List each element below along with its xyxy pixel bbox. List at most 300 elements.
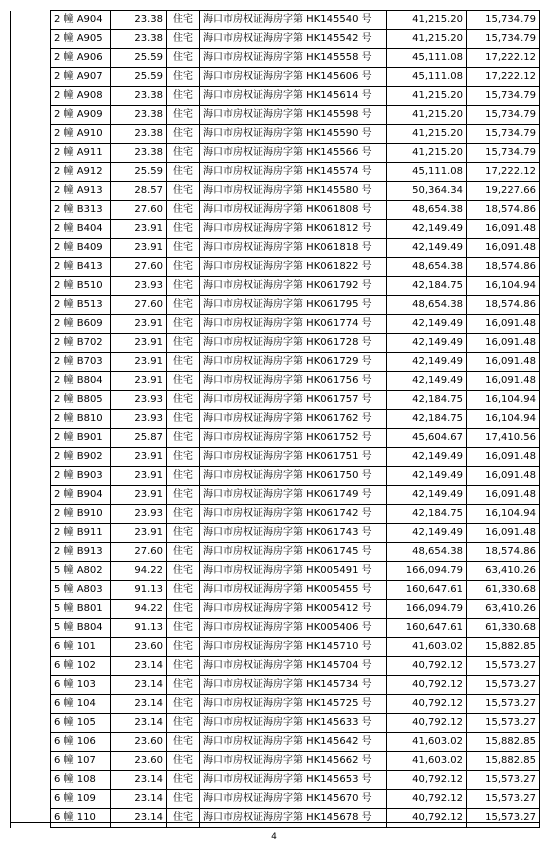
area-cell: 23.93 [111,391,167,410]
table-row [11,11,540,30]
unit-cell: 2 幢 B804 [51,372,111,391]
usage-cell: 住宅 [167,543,200,562]
value-cell: 48,654.38 [387,543,467,562]
area-cell: 27.60 [111,201,167,220]
amount-cell: 18,574.86 [467,201,540,220]
table-row [11,277,540,296]
usage-cell: 住宅 [167,619,200,638]
value-cell: 45,111.08 [387,163,467,182]
value-cell: 45,111.08 [387,68,467,87]
blank-cell [11,714,51,733]
usage-cell: 住宅 [167,49,200,68]
value-cell: 41,215.20 [387,87,467,106]
blank-cell [11,543,51,562]
unit-cell: 2 幢 A904 [51,11,111,30]
table-row [11,125,540,144]
property-table-body [11,11,540,828]
unit-cell: 2 幢 A911 [51,144,111,163]
table-row [11,87,540,106]
amount-cell: 16,091.48 [467,467,540,486]
certificate-cell: 海口市房权证海房字第 HK061757 号 [200,391,387,410]
certificate-cell: 海口市房权证海房字第 HK145558 号 [200,49,387,68]
value-cell: 41,603.02 [387,752,467,771]
unit-cell: 2 幢 B913 [51,543,111,562]
area-cell: 27.60 [111,296,167,315]
blank-cell [11,87,51,106]
area-cell: 23.91 [111,239,167,258]
unit-cell: 5 幢 A803 [51,581,111,600]
table-row [11,296,540,315]
table-row [11,714,540,733]
unit-cell: 2 幢 B810 [51,410,111,429]
usage-cell: 住宅 [167,353,200,372]
amount-cell: 17,222.12 [467,68,540,87]
amount-cell: 16,104.94 [467,410,540,429]
table-row [11,524,540,543]
usage-cell: 住宅 [167,144,200,163]
unit-cell: 2 幢 B702 [51,334,111,353]
area-cell: 23.91 [111,372,167,391]
amount-cell: 15,734.79 [467,87,540,106]
certificate-cell: 海口市房权证海房字第 HK145725 号 [200,695,387,714]
area-cell: 23.38 [111,87,167,106]
bottom-rule [10,822,539,823]
table-row [11,467,540,486]
area-cell: 23.91 [111,353,167,372]
table-row [11,790,540,809]
value-cell: 42,184.75 [387,391,467,410]
unit-cell: 2 幢 A912 [51,163,111,182]
value-cell: 40,792.12 [387,714,467,733]
area-cell: 23.91 [111,334,167,353]
amount-cell: 15,573.27 [467,714,540,733]
value-cell: 50,364.34 [387,182,467,201]
area-cell: 25.59 [111,68,167,87]
area-cell: 23.38 [111,11,167,30]
value-cell: 42,149.49 [387,448,467,467]
unit-cell: 2 幢 B902 [51,448,111,467]
value-cell: 42,184.75 [387,410,467,429]
blank-cell [11,258,51,277]
amount-cell: 16,104.94 [467,505,540,524]
certificate-cell: 海口市房权证海房字第 HK061751 号 [200,448,387,467]
page-number: 4 [271,832,277,842]
amount-cell: 16,091.48 [467,448,540,467]
table-row [11,68,540,87]
unit-cell: 6 幢 109 [51,790,111,809]
area-cell: 23.14 [111,714,167,733]
unit-cell: 5 幢 A802 [51,562,111,581]
value-cell: 166,094.79 [387,600,467,619]
usage-cell: 住宅 [167,68,200,87]
certificate-cell: 海口市房权证海房字第 HK145710 号 [200,638,387,657]
amount-cell: 16,104.94 [467,391,540,410]
table-row [11,429,540,448]
unit-cell: 6 幢 103 [51,676,111,695]
blank-cell [11,410,51,429]
certificate-cell: 海口市房权证海房字第 HK145590 号 [200,125,387,144]
table-row [11,809,540,828]
table-row [11,657,540,676]
usage-cell: 住宅 [167,790,200,809]
area-cell: 23.91 [111,524,167,543]
usage-cell: 住宅 [167,486,200,505]
certificate-cell: 海口市房权证海房字第 HK145670 号 [200,790,387,809]
certificate-cell: 海口市房权证海房字第 HK145614 号 [200,87,387,106]
area-cell: 23.38 [111,144,167,163]
area-cell: 25.87 [111,429,167,448]
amount-cell: 63,410.26 [467,562,540,581]
area-cell: 23.14 [111,657,167,676]
unit-cell: 2 幢 A905 [51,30,111,49]
certificate-cell: 海口市房权证海房字第 HK061812 号 [200,220,387,239]
certificate-cell: 海口市房权证海房字第 HK061756 号 [200,372,387,391]
table-row [11,676,540,695]
blank-cell [11,695,51,714]
usage-cell: 住宅 [167,30,200,49]
table-row [11,733,540,752]
table-row [11,372,540,391]
unit-cell: 5 幢 B801 [51,600,111,619]
unit-cell: 2 幢 B903 [51,467,111,486]
usage-cell: 住宅 [167,201,200,220]
amount-cell: 61,330.68 [467,581,540,600]
value-cell: 41,215.20 [387,30,467,49]
amount-cell: 16,091.48 [467,353,540,372]
area-cell: 23.60 [111,733,167,752]
certificate-cell: 海口市房权证海房字第 HK145642 号 [200,733,387,752]
unit-cell: 6 幢 104 [51,695,111,714]
usage-cell: 住宅 [167,391,200,410]
unit-cell: 2 幢 B901 [51,429,111,448]
unit-cell: 2 幢 B805 [51,391,111,410]
value-cell: 48,654.38 [387,201,467,220]
table-row [11,771,540,790]
unit-cell: 2 幢 B413 [51,258,111,277]
blank-cell [11,657,51,676]
area-cell: 94.22 [111,562,167,581]
value-cell: 40,792.12 [387,809,467,828]
table-row [11,410,540,429]
blank-cell [11,562,51,581]
value-cell: 40,792.12 [387,771,467,790]
area-cell: 94.22 [111,600,167,619]
amount-cell: 15,734.79 [467,11,540,30]
unit-cell: 6 幢 107 [51,752,111,771]
area-cell: 27.60 [111,258,167,277]
value-cell: 42,184.75 [387,505,467,524]
value-cell: 42,184.75 [387,277,467,296]
certificate-cell: 海口市房权证海房字第 HK145580 号 [200,182,387,201]
blank-cell [11,809,51,828]
blank-cell [11,733,51,752]
value-cell: 40,792.12 [387,657,467,676]
usage-cell: 住宅 [167,714,200,733]
value-cell: 42,149.49 [387,315,467,334]
usage-cell: 住宅 [167,11,200,30]
usage-cell: 住宅 [167,657,200,676]
blank-cell [11,600,51,619]
usage-cell: 住宅 [167,752,200,771]
table-row [11,505,540,524]
area-cell: 25.59 [111,49,167,68]
usage-cell: 住宅 [167,638,200,657]
blank-cell [11,372,51,391]
table-row [11,106,540,125]
amount-cell: 15,573.27 [467,657,540,676]
unit-cell: 2 幢 B313 [51,201,111,220]
unit-cell: 2 幢 A910 [51,125,111,144]
usage-cell: 住宅 [167,581,200,600]
value-cell: 40,792.12 [387,676,467,695]
area-cell: 23.91 [111,220,167,239]
table-row [11,448,540,467]
certificate-cell: 海口市房权证海房字第 HK005412 号 [200,600,387,619]
area-cell: 23.93 [111,277,167,296]
usage-cell: 住宅 [167,809,200,828]
amount-cell: 18,574.86 [467,258,540,277]
value-cell: 41,215.20 [387,11,467,30]
blank-cell [11,68,51,87]
area-cell: 23.60 [111,752,167,771]
certificate-cell: 海口市房权证海房字第 HK145606 号 [200,68,387,87]
certificate-cell: 海口市房权证海房字第 HK061818 号 [200,239,387,258]
table-row [11,258,540,277]
certificate-cell: 海口市房权证海房字第 HK061795 号 [200,296,387,315]
value-cell: 40,792.12 [387,790,467,809]
amount-cell: 15,573.27 [467,790,540,809]
amount-cell: 19,227.66 [467,182,540,201]
value-cell: 48,654.38 [387,296,467,315]
usage-cell: 住宅 [167,258,200,277]
unit-cell: 2 幢 B703 [51,353,111,372]
unit-cell: 2 幢 A909 [51,106,111,125]
amount-cell: 16,091.48 [467,524,540,543]
amount-cell: 16,091.48 [467,486,540,505]
certificate-cell: 海口市房权证海房字第 HK005491 号 [200,562,387,581]
blank-cell [11,676,51,695]
blank-cell [11,277,51,296]
property-table [10,10,540,828]
table-row [11,600,540,619]
usage-cell: 住宅 [167,467,200,486]
certificate-cell: 海口市房权证海房字第 HK061822 号 [200,258,387,277]
area-cell: 23.38 [111,106,167,125]
unit-cell: 2 幢 B510 [51,277,111,296]
area-cell: 23.93 [111,410,167,429]
area-cell: 23.91 [111,467,167,486]
amount-cell: 63,410.26 [467,600,540,619]
table-row [11,391,540,410]
unit-cell: 6 幢 106 [51,733,111,752]
blank-cell [11,429,51,448]
table-row [11,752,540,771]
value-cell: 166,094.79 [387,562,467,581]
blank-cell [11,619,51,638]
value-cell: 42,149.49 [387,334,467,353]
area-cell: 23.14 [111,790,167,809]
value-cell: 160,647.61 [387,619,467,638]
usage-cell: 住宅 [167,239,200,258]
amount-cell: 15,734.79 [467,144,540,163]
certificate-cell: 海口市房权证海房字第 HK005406 号 [200,619,387,638]
area-cell: 23.91 [111,448,167,467]
usage-cell: 住宅 [167,125,200,144]
blank-cell [11,581,51,600]
table-row [11,486,540,505]
amount-cell: 15,573.27 [467,809,540,828]
area-cell: 23.14 [111,809,167,828]
certificate-cell: 海口市房权证海房字第 HK145566 号 [200,144,387,163]
table-row [11,353,540,372]
table-row [11,201,540,220]
certificate-cell: 海口市房权证海房字第 HK061728 号 [200,334,387,353]
amount-cell: 15,882.85 [467,638,540,657]
usage-cell: 住宅 [167,448,200,467]
unit-cell: 6 幢 108 [51,771,111,790]
certificate-cell: 海口市房权证海房字第 HK061729 号 [200,353,387,372]
table-row [11,619,540,638]
certificate-cell: 海口市房权证海房字第 HK061808 号 [200,201,387,220]
table-row [11,30,540,49]
property-table-container [10,10,539,828]
blank-cell [11,752,51,771]
unit-cell: 2 幢 B911 [51,524,111,543]
table-row [11,562,540,581]
unit-cell: 6 幢 110 [51,809,111,828]
usage-cell: 住宅 [167,505,200,524]
usage-cell: 住宅 [167,429,200,448]
value-cell: 45,111.08 [387,49,467,68]
area-cell: 23.91 [111,486,167,505]
value-cell: 41,215.20 [387,125,467,144]
blank-cell [11,144,51,163]
unit-cell: 2 幢 A913 [51,182,111,201]
usage-cell: 住宅 [167,695,200,714]
value-cell: 42,149.49 [387,220,467,239]
unit-cell: 2 幢 B910 [51,505,111,524]
value-cell: 42,149.49 [387,372,467,391]
blank-cell [11,239,51,258]
usage-cell: 住宅 [167,163,200,182]
certificate-cell: 海口市房权证海房字第 HK145542 号 [200,30,387,49]
blank-cell [11,467,51,486]
blank-cell [11,771,51,790]
value-cell: 42,149.49 [387,239,467,258]
unit-cell: 2 幢 B904 [51,486,111,505]
blank-cell [11,448,51,467]
usage-cell: 住宅 [167,372,200,391]
usage-cell: 住宅 [167,106,200,125]
certificate-cell: 海口市房权证海房字第 HK145734 号 [200,676,387,695]
certificate-cell: 海口市房权证海房字第 HK061792 号 [200,277,387,296]
usage-cell: 住宅 [167,182,200,201]
amount-cell: 15,573.27 [467,676,540,695]
value-cell: 40,792.12 [387,695,467,714]
unit-cell: 6 幢 102 [51,657,111,676]
amount-cell: 16,091.48 [467,239,540,258]
amount-cell: 15,573.27 [467,771,540,790]
blank-cell [11,220,51,239]
unit-cell: 2 幢 B404 [51,220,111,239]
table-row [11,144,540,163]
value-cell: 41,603.02 [387,638,467,657]
unit-cell: 2 幢 B513 [51,296,111,315]
certificate-cell: 海口市房权证海房字第 HK061749 号 [200,486,387,505]
table-row [11,220,540,239]
usage-cell: 住宅 [167,334,200,353]
certificate-cell: 海口市房权证海房字第 HK005455 号 [200,581,387,600]
certificate-cell: 海口市房权证海房字第 HK145598 号 [200,106,387,125]
value-cell: 160,647.61 [387,581,467,600]
area-cell: 23.14 [111,695,167,714]
certificate-cell: 海口市房权证海房字第 HK061762 号 [200,410,387,429]
usage-cell: 住宅 [167,771,200,790]
blank-cell [11,524,51,543]
blank-cell [11,353,51,372]
blank-cell [11,505,51,524]
blank-cell [11,315,51,334]
amount-cell: 16,091.48 [467,372,540,391]
unit-cell: 6 幢 101 [51,638,111,657]
value-cell: 42,149.49 [387,353,467,372]
table-row [11,638,540,657]
table-row [11,239,540,258]
amount-cell: 15,734.79 [467,30,540,49]
amount-cell: 15,882.85 [467,752,540,771]
unit-cell: 2 幢 A907 [51,68,111,87]
amount-cell: 16,091.48 [467,220,540,239]
area-cell: 27.60 [111,543,167,562]
amount-cell: 17,410.56 [467,429,540,448]
amount-cell: 16,104.94 [467,277,540,296]
certificate-cell: 海口市房权证海房字第 HK145678 号 [200,809,387,828]
unit-cell: 5 幢 B804 [51,619,111,638]
usage-cell: 住宅 [167,296,200,315]
amount-cell: 15,882.85 [467,733,540,752]
value-cell: 42,149.49 [387,467,467,486]
amount-cell: 61,330.68 [467,619,540,638]
usage-cell: 住宅 [167,220,200,239]
usage-cell: 住宅 [167,733,200,752]
value-cell: 42,149.49 [387,524,467,543]
table-row [11,334,540,353]
amount-cell: 16,091.48 [467,315,540,334]
blank-cell [11,49,51,68]
amount-cell: 18,574.86 [467,296,540,315]
usage-cell: 住宅 [167,676,200,695]
area-cell: 91.13 [111,581,167,600]
value-cell: 41,215.20 [387,106,467,125]
table-row [11,695,540,714]
unit-cell: 2 幢 B609 [51,315,111,334]
area-cell: 23.93 [111,505,167,524]
table-row [11,581,540,600]
table-row [11,182,540,201]
usage-cell: 住宅 [167,315,200,334]
area-cell: 23.14 [111,771,167,790]
blank-cell [11,638,51,657]
blank-cell [11,125,51,144]
unit-cell: 2 幢 A906 [51,49,111,68]
usage-cell: 住宅 [167,600,200,619]
certificate-cell: 海口市房权证海房字第 HK145574 号 [200,163,387,182]
blank-cell [11,106,51,125]
usage-cell: 住宅 [167,410,200,429]
unit-cell: 6 幢 105 [51,714,111,733]
certificate-cell: 海口市房权证海房字第 HK145540 号 [200,11,387,30]
table-row [11,543,540,562]
